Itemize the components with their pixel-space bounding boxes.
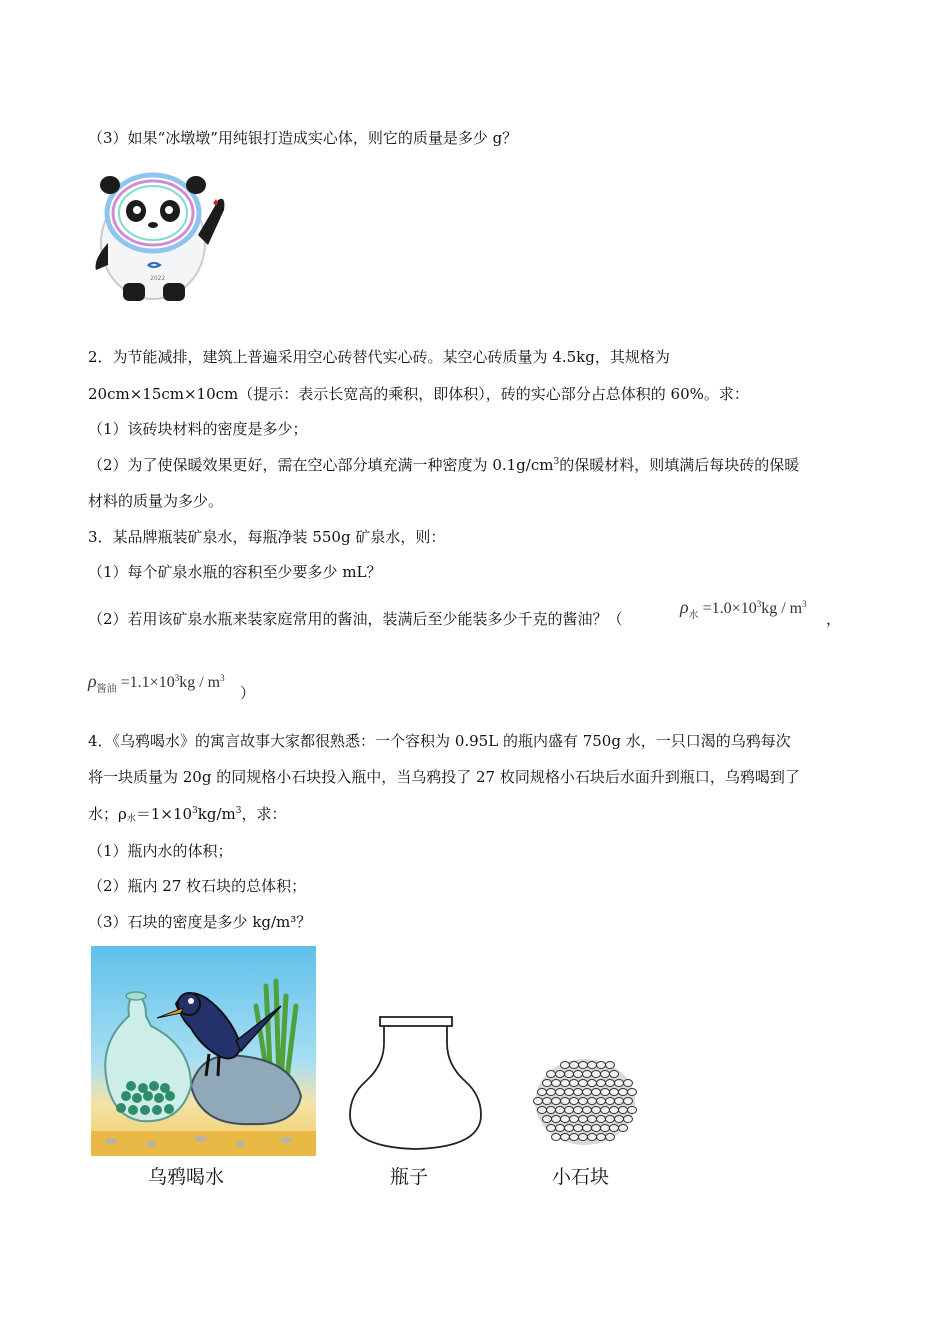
rho-soy-value: =1.1×10 bbox=[120, 674, 175, 691]
pebble bbox=[561, 1098, 570, 1105]
q2-part2-cont: 材料的质量为多少。 bbox=[88, 492, 224, 510]
pebble bbox=[601, 1071, 610, 1078]
q4-unit-exponent: 3 bbox=[235, 806, 242, 816]
rho-water-exponent: 3 bbox=[756, 599, 762, 609]
rho-water-subscript: 水 bbox=[688, 610, 699, 621]
pebble bbox=[570, 1062, 579, 1069]
pebble bbox=[570, 1080, 579, 1087]
pebble bbox=[579, 1062, 588, 1069]
pebble bbox=[547, 1089, 556, 1096]
pebble bbox=[561, 1080, 570, 1087]
q4-line3-text-c: kg/m bbox=[197, 805, 236, 823]
pebble bbox=[547, 1107, 556, 1114]
caption-stones: 小石块 bbox=[552, 1166, 610, 1188]
panda-mascot-illustration bbox=[88, 165, 233, 305]
pebble bbox=[610, 1107, 619, 1114]
pebble bbox=[574, 1089, 583, 1096]
caption-bottle: 瓶子 bbox=[390, 1166, 429, 1188]
q3-line1: 3．某品牌瓶装矿泉水，每瓶净装 550g 矿泉水，则： bbox=[88, 528, 446, 546]
rho-water-unit: kg / m bbox=[761, 600, 803, 617]
q3-part2: （2）若用该矿泉水瓶来装家庭常用的酱油，装满后至少能装多少千克的酱油？（ bbox=[88, 610, 623, 628]
pebble bbox=[619, 1089, 628, 1096]
q1-part3: （3）如果“冰墩墩”用纯银打造成实心体，则它的质量是多少 g？ bbox=[88, 129, 518, 147]
pebble bbox=[579, 1080, 588, 1087]
pebble bbox=[597, 1134, 606, 1141]
rho-water-unit-exponent: 3 bbox=[802, 599, 807, 609]
q2-part1: （1）该砖块材料的密度是多少； bbox=[88, 420, 308, 438]
pebble bbox=[597, 1062, 606, 1069]
rho-soy-unit: kg / m bbox=[179, 674, 221, 691]
q4-part3: （3）石块的密度是多少 kg/m³？ bbox=[88, 913, 312, 931]
q4-line1: 4．《乌鸦喝水》的寓言故事大家都很熟悉：一个容积为 0.95L 的瓶内盛有 750g 水，一只口渴的乌鸦每次 bbox=[88, 732, 791, 750]
rho-symbol: ρ bbox=[88, 671, 97, 691]
pebble bbox=[570, 1098, 579, 1105]
q4-line2: 将一块质量为 20g 的同规格小石块投入瓶中，当乌鸦投了 27 枚同规格小石块后水面升到瓶口，乌鸦喝到了 bbox=[88, 768, 800, 786]
pebble bbox=[574, 1107, 583, 1114]
rho-water-formula bbox=[680, 597, 807, 621]
q4-part2: （2）瓶内 27 枚石块的总体积； bbox=[88, 877, 307, 895]
caption-crow: 乌鸦喝水 bbox=[148, 1166, 225, 1188]
q4-line3-text-a: 水；ρ bbox=[88, 805, 127, 823]
pebble bbox=[579, 1134, 588, 1141]
pebble bbox=[579, 1098, 588, 1105]
pebble bbox=[615, 1116, 624, 1123]
pebble bbox=[534, 1098, 543, 1105]
pebble bbox=[615, 1098, 624, 1105]
pebble bbox=[592, 1089, 601, 1096]
bottle-illustration bbox=[348, 1015, 483, 1155]
pebble bbox=[606, 1062, 615, 1069]
pebble bbox=[597, 1098, 606, 1105]
pebble bbox=[601, 1089, 610, 1096]
pebble bbox=[588, 1116, 597, 1123]
pebble bbox=[610, 1089, 619, 1096]
pebble bbox=[588, 1062, 597, 1069]
pebble bbox=[583, 1089, 592, 1096]
q2-part2-text-a: （2）为了使保暖效果更好，需在空心部分填充满一种密度为 0.1g/cm bbox=[88, 456, 554, 474]
pebble bbox=[556, 1125, 565, 1132]
pebble bbox=[552, 1116, 561, 1123]
pebble bbox=[561, 1062, 570, 1069]
pebble bbox=[628, 1107, 637, 1114]
pebble bbox=[615, 1080, 624, 1087]
pebble bbox=[570, 1116, 579, 1123]
pebble bbox=[543, 1080, 552, 1087]
pebble bbox=[543, 1116, 552, 1123]
pebble bbox=[597, 1116, 606, 1123]
pebble bbox=[606, 1134, 615, 1141]
q4-line3 bbox=[88, 804, 287, 824]
pebble bbox=[538, 1089, 547, 1096]
pebble bbox=[556, 1107, 565, 1114]
q2-line2: 20cm×15cm×10cm（提示：表示长宽高的乘积，即体积），砖的实心部分占总体积的 60%。求： bbox=[88, 385, 749, 403]
pebble bbox=[624, 1098, 633, 1105]
pebble bbox=[565, 1089, 574, 1096]
pebble bbox=[606, 1080, 615, 1087]
pebble bbox=[556, 1089, 565, 1096]
pebble bbox=[588, 1098, 597, 1105]
q4-rho-subscript: 水 bbox=[126, 814, 136, 824]
pebble bbox=[588, 1080, 597, 1087]
pebble bbox=[552, 1098, 561, 1105]
pebble bbox=[610, 1125, 619, 1132]
pebble bbox=[601, 1107, 610, 1114]
pebble bbox=[601, 1125, 610, 1132]
pebble bbox=[574, 1071, 583, 1078]
rho-soy-exponent: 3 bbox=[174, 673, 180, 683]
pebble bbox=[592, 1071, 601, 1078]
q2-part2-text-b: 的保暖材料，则填满后每块砖的保暖 bbox=[559, 456, 800, 474]
pebble bbox=[597, 1080, 606, 1087]
pebble bbox=[552, 1080, 561, 1087]
pebble bbox=[561, 1116, 570, 1123]
pebble bbox=[583, 1107, 592, 1114]
pebble bbox=[624, 1116, 633, 1123]
svg-text:2022: 2022 bbox=[150, 275, 166, 282]
pebble bbox=[547, 1125, 556, 1132]
q4-line3-text-d: ，求： bbox=[241, 805, 287, 823]
pebble bbox=[592, 1107, 601, 1114]
pebble bbox=[606, 1116, 615, 1123]
pebble bbox=[565, 1071, 574, 1078]
pebble bbox=[583, 1071, 592, 1078]
pebble bbox=[628, 1089, 637, 1096]
pebble bbox=[561, 1134, 570, 1141]
pebble bbox=[624, 1080, 633, 1087]
pebble bbox=[619, 1107, 628, 1114]
pebble bbox=[556, 1071, 565, 1078]
q2-line1: 2．为节能减排，建筑上普遍采用空心砖替代实心砖。某空心砖质量为 4.5kg，其规格为 bbox=[88, 348, 670, 366]
rho-soy-unit-exponent: 3 bbox=[220, 673, 225, 683]
rho-water-value: =1.0×10 bbox=[702, 600, 757, 617]
q3-comma: ， bbox=[826, 610, 842, 628]
pebble bbox=[570, 1134, 579, 1141]
pebble bbox=[547, 1071, 556, 1078]
pebble bbox=[538, 1107, 547, 1114]
q4-part1: （1）瓶内水的体积； bbox=[88, 842, 233, 860]
pebble bbox=[579, 1116, 588, 1123]
rho-soy-subscript: 酱油 bbox=[96, 684, 117, 695]
q2-part2 bbox=[88, 455, 799, 475]
stones-illustration bbox=[530, 1055, 640, 1150]
pebble bbox=[619, 1125, 628, 1132]
rho-soy-formula bbox=[88, 671, 225, 695]
pebble bbox=[606, 1098, 615, 1105]
pebble bbox=[552, 1134, 561, 1141]
q4-line3-text-b: ＝1×10 bbox=[135, 805, 193, 823]
pebble bbox=[610, 1071, 619, 1078]
q3-part1: （1）每个矿泉水瓶的容积至少要多少 mL？ bbox=[88, 563, 382, 581]
crow-drinking-illustration bbox=[91, 946, 316, 1156]
q4-exponent: 3 bbox=[192, 806, 198, 816]
q3-close-paren: ） bbox=[240, 684, 256, 702]
pebble bbox=[565, 1107, 574, 1114]
pebble bbox=[565, 1125, 574, 1132]
q2-part2-exponent: 3 bbox=[553, 457, 560, 467]
pebble bbox=[592, 1125, 601, 1132]
rho-symbol: ρ bbox=[680, 597, 689, 617]
pebble bbox=[583, 1125, 592, 1132]
pebble bbox=[574, 1125, 583, 1132]
pebble bbox=[588, 1134, 597, 1141]
pebble bbox=[543, 1098, 552, 1105]
